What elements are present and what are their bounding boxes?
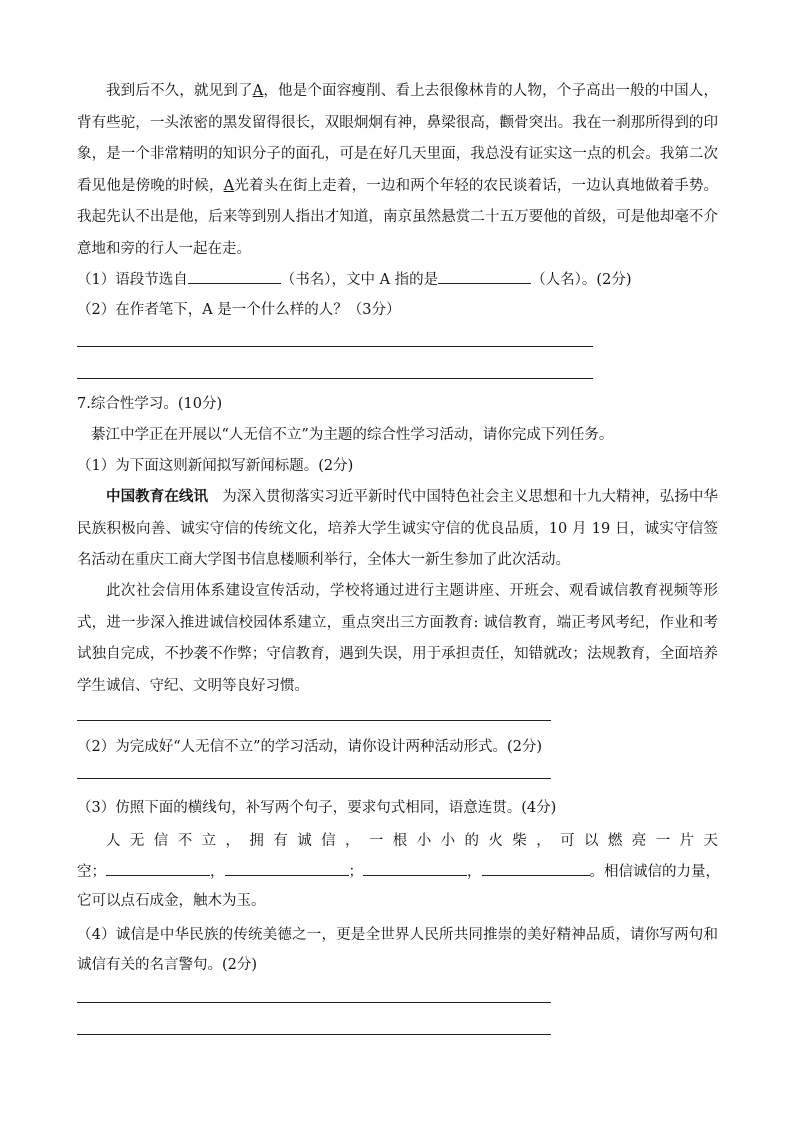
news-paragraph-2: 此次社会信用体系建设宣传活动，学校将通过进行主题讲座、开班会、观看诚信教育视频等形式，进一步深入推进诚信校园体系建立，重点突出三方面教育: 诚信教育，端正考风考纪，作业和考试独自完成，不抄袭不作弊；守信教育，遇到失误，用于承担责任，知错就改；法规教育，全面培养学生诚信、守纪、文明等良好习惯。 [77, 583, 718, 694]
fill-blank-1[interactable] [106, 860, 210, 876]
q7-sub2: （2）为完成好“人无信不立”的学习活动，请你设计两种活动形式。(2分) [77, 739, 543, 755]
passage-text-3: 光着头在街上走着，一边和两个年轻的农民谈着话，一边认真地做着手势。我起先认不出是他，后来等到别人指出才知道，南京虽然悬赏二十五万要他的首级，可是他却毫不介意地和旁的行人一起在走。 [77, 177, 719, 257]
fill-blank-3[interactable] [363, 860, 467, 876]
passage-text-1: 我到后不久，就见到了 [106, 83, 253, 99]
answer-line[interactable] [77, 378, 593, 379]
answer-line[interactable] [77, 720, 551, 721]
book-title-blank[interactable] [188, 268, 281, 284]
passage-text-2: ，他是个面容瘦削、看上去很像林肯的人物，个子高出一般的中国人，背有些驼，一头浓密的黑发留得很长，双眼炯炯有神，鼻梁很高，颧骨突出。我在一刹那所得到的印象，是一个非常精明的知识分子的面孔，可是在好几天里面，我总没有证实这一点的机会。我第二次看见他是傍晚的时候， [77, 83, 719, 194]
person-a-underlined: A [252, 83, 264, 99]
q7-title: 7.综合性学习。(10分) [77, 396, 223, 412]
q6-sub1: （1）语段节选自 （书名），文中 A 指的是 （人名）。(2分) [77, 268, 631, 291]
person-name-blank[interactable] [438, 268, 531, 284]
answer-line[interactable] [77, 778, 551, 779]
answer-line[interactable] [77, 1034, 551, 1035]
passage-paragraph [77, 76, 718, 265]
q7-sub1: （1）为下面这则新闻拟写新闻标题。(2分) [77, 458, 354, 474]
q6-sub2: （2）在作者笔下，A 是一个什么样的人？（3分） [77, 302, 401, 318]
fill-blank-2[interactable] [225, 860, 349, 876]
q7-sub3-line3: 它可以点石成金，触木为玉。 [77, 893, 266, 909]
fill-blank-4[interactable] [482, 860, 590, 876]
person-a-underlined: A [223, 177, 235, 194]
news-source: 中国教育在线讯 [106, 488, 209, 505]
q7-intro: 綦江中学正在开展以“人无信不立”为主题的综合性学习活动，请你完成下列任务。 [91, 427, 614, 443]
q7-sub3-line2: 空； ， ； ， 。相信诚信的力量， [77, 860, 720, 883]
answer-line[interactable] [77, 1002, 551, 1003]
answer-line[interactable] [77, 346, 593, 347]
q7-sub3: （3）仿照下面的横线句，补写两个句子，要求句式相同，语意连贯。(4分) [77, 800, 557, 816]
news-paragraph-1: 中国教育在线讯 为深入贯彻落实习近平新时代中国特色社会主义思想和十九大精神，弘扬中华民族积极向善、诚实守信的传统文化，培养大学生诚实守信的优良品质，10 月 19 日，诚实守信签名活动在重庆工商大学图书信息楼顺利举行，全体大一新生参加了此次活动。 [77, 488, 719, 568]
q7-sub3-line1: 人无信不立，拥有诚信，一根小小的火柴，可以燃亮一片天 [106, 833, 718, 849]
q7-sub4: （4）诚信是中华民族的传统美德之一，更是全世界人民所共同推崇的美好精神品质，请你写两句和诚信有关的名言警句。(2分) [77, 927, 718, 973]
